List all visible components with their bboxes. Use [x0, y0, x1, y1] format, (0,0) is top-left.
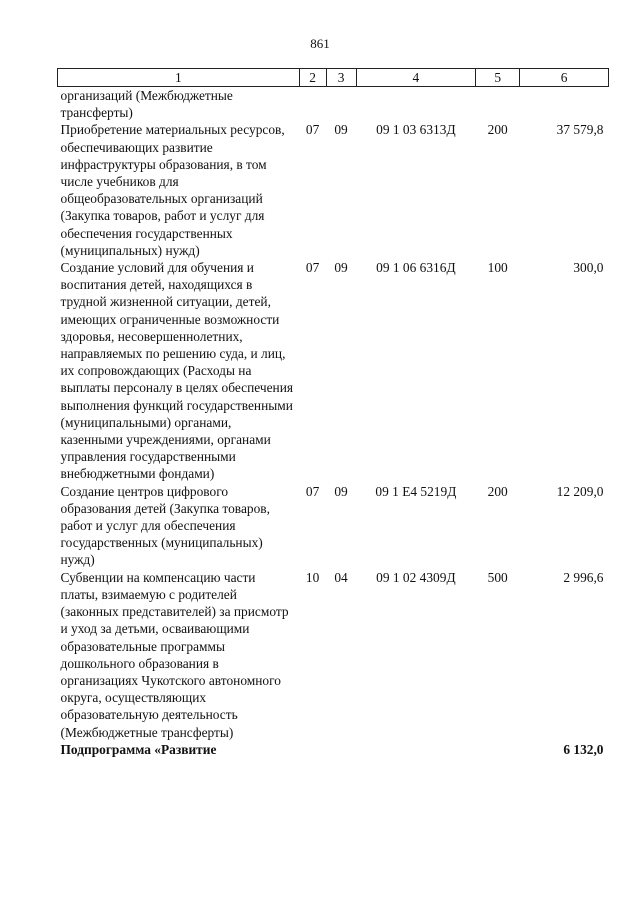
table-row [58, 121, 609, 259]
row-amount: 37 579,8 [556, 122, 604, 138]
row-target-article: 09 1 06 6316Д [376, 260, 456, 276]
header-col-1: 1 [58, 69, 300, 87]
row-target-article: 09 1 02 4309Д [376, 569, 456, 585]
row-section: 07 [305, 122, 320, 138]
row-section [299, 87, 326, 122]
row-subsection: 09 [334, 122, 348, 138]
row-subsection: 09 [334, 483, 348, 499]
row-expense-type [476, 87, 520, 122]
row-subsection [326, 741, 356, 758]
row-target-article [356, 741, 476, 758]
row-amount: 300,0 [573, 260, 604, 276]
row-subsection: 04 [334, 569, 348, 585]
table-row [58, 87, 609, 122]
row-name: Создание условий для обучения и воспитания детей, находящихся в трудной жизненной ситуации, детей, имеющих ограниченные возможности здоровья, несовершеннолетних, направляемых по решению суда, и лиц, их сопровождающих (Расходы на выплаты персоналу в целях обеспечения выполнения функций государственными (муниципальными) органами, казенными учреждениями, органами управления государственными внебюджетными фондами) [60, 260, 294, 482]
header-col-2: 2 [299, 69, 326, 87]
row-expense-type: 500 [487, 569, 508, 585]
row-name: организаций (Межбюджетные трансферты) [60, 88, 233, 121]
header-col-3: 3 [326, 69, 356, 87]
table-row [58, 741, 609, 758]
table-body [58, 87, 609, 758]
row-section: 07 [305, 260, 320, 276]
row-name: Создание центров цифрового образования детей (Закупка товаров, работ и услуг для обеспечения государственных (муниципальных) нужд) [60, 483, 270, 568]
row-amount: 6 132,0 [563, 741, 604, 757]
row-section [299, 741, 326, 758]
header-col-6: 6 [520, 69, 609, 87]
row-name: Субвенции на компенсацию части платы, взимаемую с родителей (законных представителей) за присмотр и уход за детьми, осваивающими образовательные программы дошкольного образования в организациях Чукотского автономного округа, осуществляющих образовательную деятельность (Межбюджетные трансферты) [60, 569, 289, 740]
row-amount: 12 209,0 [556, 483, 604, 499]
row-expense-type [476, 741, 520, 758]
table-row [58, 483, 609, 569]
header-col-4: 4 [356, 69, 476, 87]
row-amount: 2 996,6 [563, 569, 604, 585]
row-target-article [356, 87, 476, 122]
row-expense-type: 100 [487, 260, 508, 276]
row-amount [520, 87, 609, 122]
page-number: 861 [310, 36, 330, 51]
row-subsection [326, 87, 356, 122]
row-name: Подпрограмма «Развитие [60, 741, 217, 757]
row-expense-type: 200 [487, 122, 508, 138]
row-section: 07 [305, 483, 320, 499]
row-section: 10 [305, 569, 320, 585]
row-expense-type: 200 [487, 483, 508, 499]
row-subsection: 09 [334, 260, 348, 276]
header-col-5: 5 [476, 69, 520, 87]
row-name: Приобретение материальных ресурсов, обеспечивающих развитие инфраструктуры образования, в том числе учебников для общеобразовательных организаций (Закупка товаров, работ и услуг для обеспечения государственных (муниципальных) нужд) [60, 122, 285, 258]
table-header-row [58, 69, 609, 87]
budget-table [57, 68, 609, 758]
table-row [58, 569, 609, 741]
row-target-article: 09 1 03 6313Д [376, 122, 456, 138]
row-target-article: 09 1 E4 5219Д [375, 483, 457, 499]
table-row [58, 259, 609, 483]
